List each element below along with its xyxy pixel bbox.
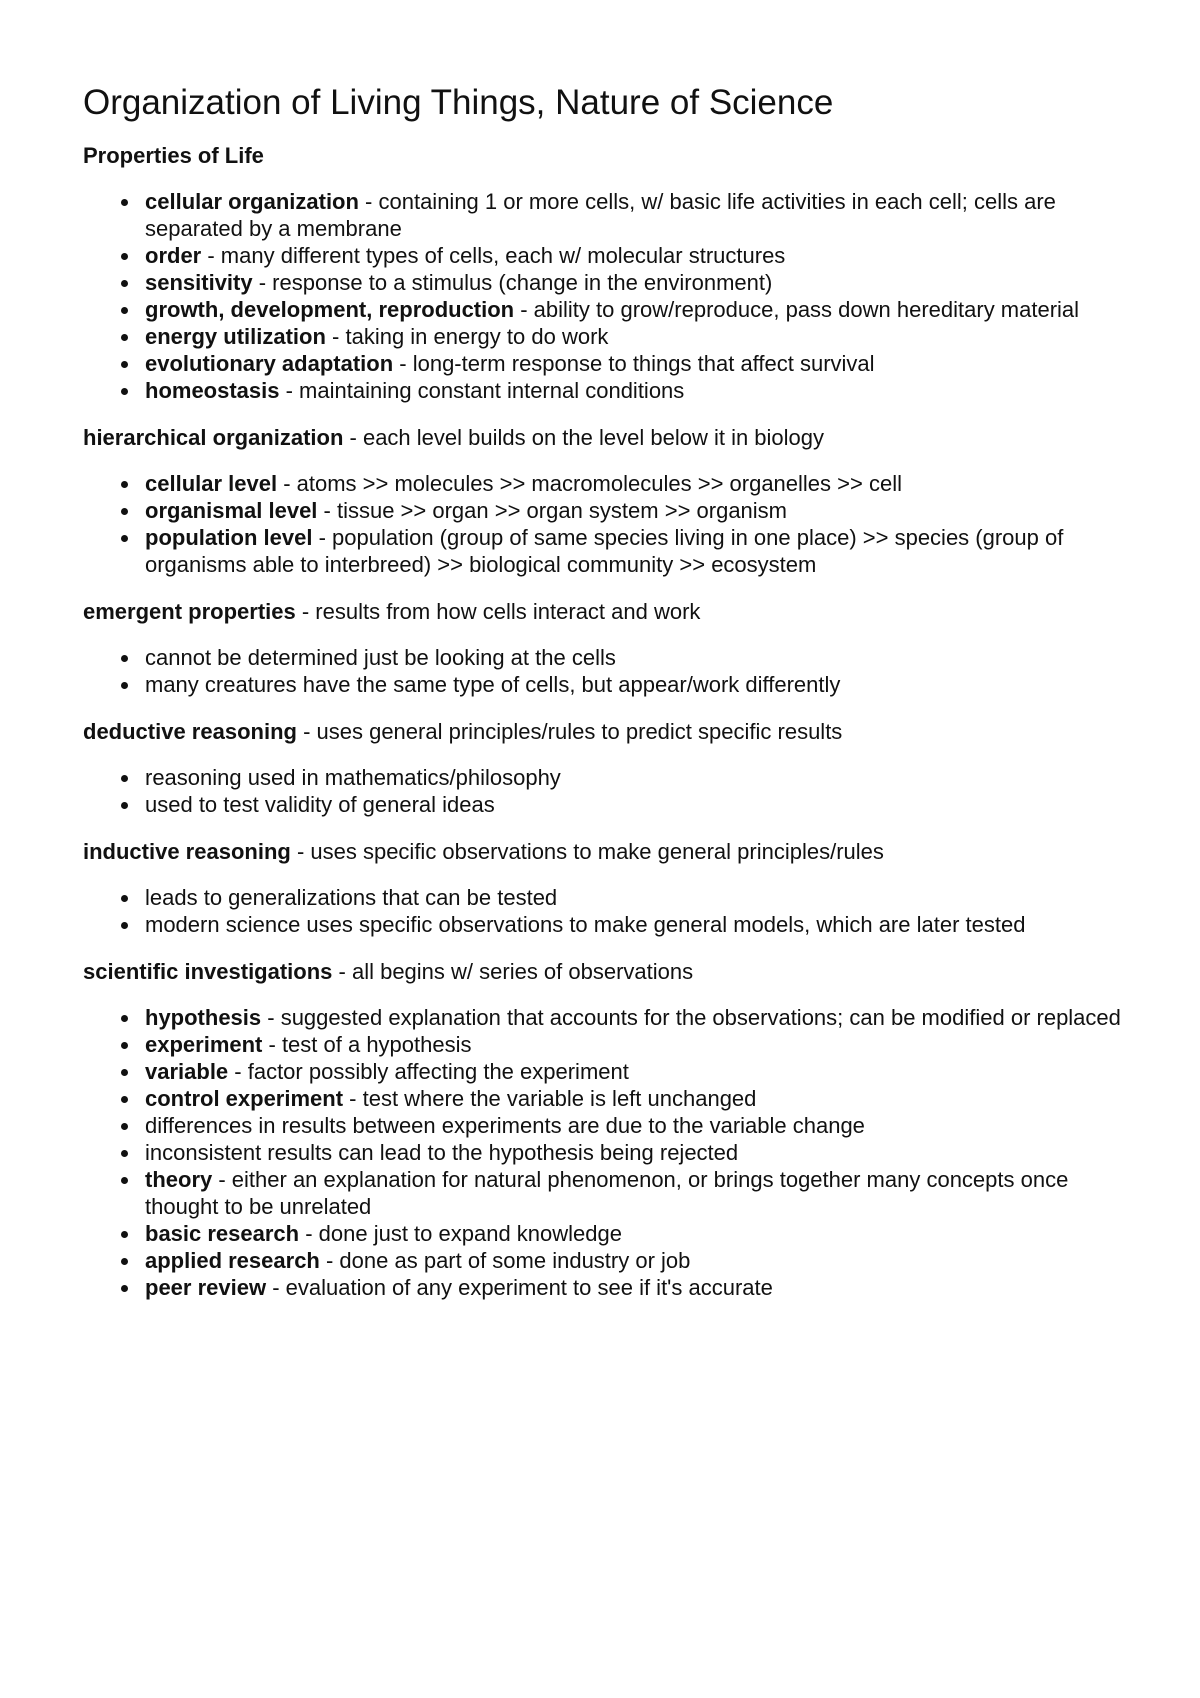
- bullet-icon: [121, 1069, 128, 1076]
- list-item-term: theory: [145, 1167, 213, 1192]
- list-item: [145, 764, 1143, 791]
- list-item-term: experiment: [145, 1032, 263, 1057]
- list-item: [145, 242, 1143, 269]
- list-item-text: - suggested explanation that accounts for the observations; can be modified or replaced: [261, 1005, 1121, 1030]
- bullet-icon: [121, 1042, 128, 1049]
- section-heading: [83, 718, 1143, 746]
- bullet-icon: [121, 1096, 128, 1103]
- list-item-text: - either an explanation for natural phenomenon, or brings together many concepts once thought to be unrelated: [145, 1167, 1069, 1219]
- list-item-text: - long-term response to things that affect survival: [393, 351, 875, 376]
- list-item-text: many creatures have the same type of cells, but appear/work differently: [145, 672, 841, 697]
- list-item: [145, 470, 1143, 497]
- bullet-list: [83, 764, 1143, 818]
- list-item: [145, 1247, 1143, 1274]
- list-item-text: - factor possibly affecting the experiment: [228, 1059, 629, 1084]
- bullet-icon: [121, 1150, 128, 1157]
- list-item-term: peer review: [145, 1275, 267, 1300]
- bullet-icon: [121, 253, 128, 260]
- list-item-text: reasoning used in mathematics/philosophy: [145, 765, 561, 790]
- list-item-text: - tissue >> organ >> organ system >> organism: [317, 498, 788, 523]
- bullet-icon: [121, 802, 128, 809]
- bullet-list: [83, 188, 1143, 404]
- section-heading: [83, 958, 1143, 986]
- list-item-term: growth, development, reproduction: [145, 297, 515, 322]
- list-item-text: - atoms >> molecules >> macromolecules >> organelles >> cell: [277, 471, 902, 496]
- list-item: [145, 1112, 1143, 1139]
- bullet-icon: [121, 655, 128, 662]
- list-item-text: - ability to grow/reproduce, pass down hereditary material: [514, 297, 1080, 322]
- list-item-text: - done just to expand knowledge: [299, 1221, 622, 1246]
- section-heading-term: deductive reasoning: [83, 719, 297, 744]
- bullet-icon: [121, 922, 128, 929]
- list-item-term: cellular organization: [145, 189, 359, 214]
- list-item-text: inconsistent results can lead to the hypothesis being rejected: [145, 1140, 739, 1165]
- bullet-list: [83, 470, 1143, 578]
- list-item: [145, 377, 1143, 404]
- list-item-term: homeostasis: [145, 378, 280, 403]
- bullet-icon: [121, 1177, 128, 1184]
- list-item: [145, 497, 1143, 524]
- list-item: [145, 1166, 1143, 1220]
- list-item-term: energy utilization: [145, 324, 326, 349]
- list-item-term: control experiment: [145, 1086, 344, 1111]
- list-item-text: - done as part of some industry or job: [319, 1248, 691, 1273]
- list-item-text: - many different types of cells, each w/ molecular structures: [201, 243, 786, 268]
- bullet-icon: [121, 388, 128, 395]
- list-item: [145, 1274, 1143, 1301]
- list-item-text: used to test validity of general ideas: [145, 792, 495, 817]
- list-item: [145, 1139, 1143, 1166]
- section-heading-description: - results from how cells interact and work: [295, 599, 701, 624]
- list-item-term: basic research: [145, 1221, 300, 1246]
- section-heading: [83, 142, 1143, 170]
- bullet-list: [83, 644, 1143, 698]
- list-item: [145, 350, 1143, 377]
- list-item-text: leads to generalizations that can be tested: [145, 885, 558, 910]
- list-item-term: order: [145, 243, 202, 268]
- section-heading: [83, 838, 1143, 866]
- list-item-term: variable: [145, 1059, 229, 1084]
- list-item-term: organismal level: [145, 498, 318, 523]
- list-item-text: - maintaining constant internal conditions: [279, 378, 685, 403]
- bullet-icon: [121, 1123, 128, 1130]
- list-item-text: - test where the variable is left unchanged: [343, 1086, 757, 1111]
- list-item: [145, 1058, 1143, 1085]
- list-item-term: cellular level: [145, 471, 278, 496]
- section-heading-term: Properties of Life: [83, 143, 264, 168]
- document-body: [83, 142, 1143, 1301]
- list-item-text: - response to a stimulus (change in the environment): [252, 270, 773, 295]
- list-item-term: evolutionary adaptation: [145, 351, 394, 376]
- list-item-text: - test of a hypothesis: [262, 1032, 472, 1057]
- bullet-icon: [121, 1258, 128, 1265]
- list-item-text: modern science uses specific observations to make general models, which are later tested: [145, 912, 1026, 937]
- list-item: [145, 791, 1143, 818]
- list-item-term: hypothesis: [145, 1005, 262, 1030]
- list-item: [145, 1085, 1143, 1112]
- list-item-term: population level: [145, 525, 313, 550]
- list-item: [145, 296, 1143, 323]
- section-heading-description: - uses general principles/rules to predict specific results: [296, 719, 843, 744]
- list-item-text: - taking in energy to do work: [325, 324, 609, 349]
- list-item: [145, 1220, 1143, 1247]
- bullet-icon: [121, 1015, 128, 1022]
- section-heading: [83, 424, 1143, 452]
- section-heading-description: - each level builds on the level below it in biology: [343, 425, 825, 450]
- list-item: [145, 1004, 1143, 1031]
- list-item-text: - evaluation of any experiment to see if it's accurate: [266, 1275, 773, 1300]
- list-item: [145, 269, 1143, 296]
- bullet-icon: [121, 307, 128, 314]
- list-item-text: differences in results between experiments are due to the variable change: [145, 1113, 865, 1138]
- list-item: [145, 188, 1143, 242]
- list-item-text: - population (group of same species living in one place) >> species (group of organisms able to interbreed) >> biological community >> ecosystem: [145, 525, 1064, 577]
- list-item: [145, 884, 1143, 911]
- bullet-icon: [121, 361, 128, 368]
- document-page: [83, 80, 1143, 1321]
- list-item: [145, 524, 1143, 578]
- bullet-icon: [121, 1231, 128, 1238]
- list-item-text: cannot be determined just be looking at the cells: [145, 645, 616, 670]
- section-heading-term: hierarchical organization: [83, 425, 344, 450]
- list-item-term: applied research: [145, 1248, 320, 1273]
- bullet-icon: [121, 508, 128, 515]
- list-item: [145, 1031, 1143, 1058]
- section-heading: [83, 598, 1143, 626]
- list-item-term: sensitivity: [145, 270, 253, 295]
- bullet-icon: [121, 199, 128, 206]
- bullet-icon: [121, 1285, 128, 1292]
- list-item-text: - containing 1 or more cells, w/ basic life activities in each cell; cells are separated by a membrane: [145, 189, 1056, 241]
- section-heading-term: emergent properties: [83, 599, 296, 624]
- section-heading-description: - uses specific observations to make general principles/rules: [290, 839, 884, 864]
- bullet-list: [83, 1004, 1143, 1301]
- bullet-icon: [121, 334, 128, 341]
- section-heading-term: inductive reasoning: [83, 839, 291, 864]
- section-heading-term: scientific investigations: [83, 959, 333, 984]
- section-heading-description: - all begins w/ series of observations: [332, 959, 694, 984]
- bullet-icon: [121, 280, 128, 287]
- list-item: [145, 644, 1143, 671]
- bullet-icon: [121, 775, 128, 782]
- list-item: [145, 911, 1143, 938]
- list-item: [145, 671, 1143, 698]
- bullet-icon: [121, 895, 128, 902]
- page-title: Organization of Living Things, Nature of Science: [83, 83, 834, 122]
- bullet-icon: [121, 535, 128, 542]
- bullet-icon: [121, 481, 128, 488]
- bullet-list: [83, 884, 1143, 938]
- bullet-icon: [121, 682, 128, 689]
- list-item: [145, 323, 1143, 350]
